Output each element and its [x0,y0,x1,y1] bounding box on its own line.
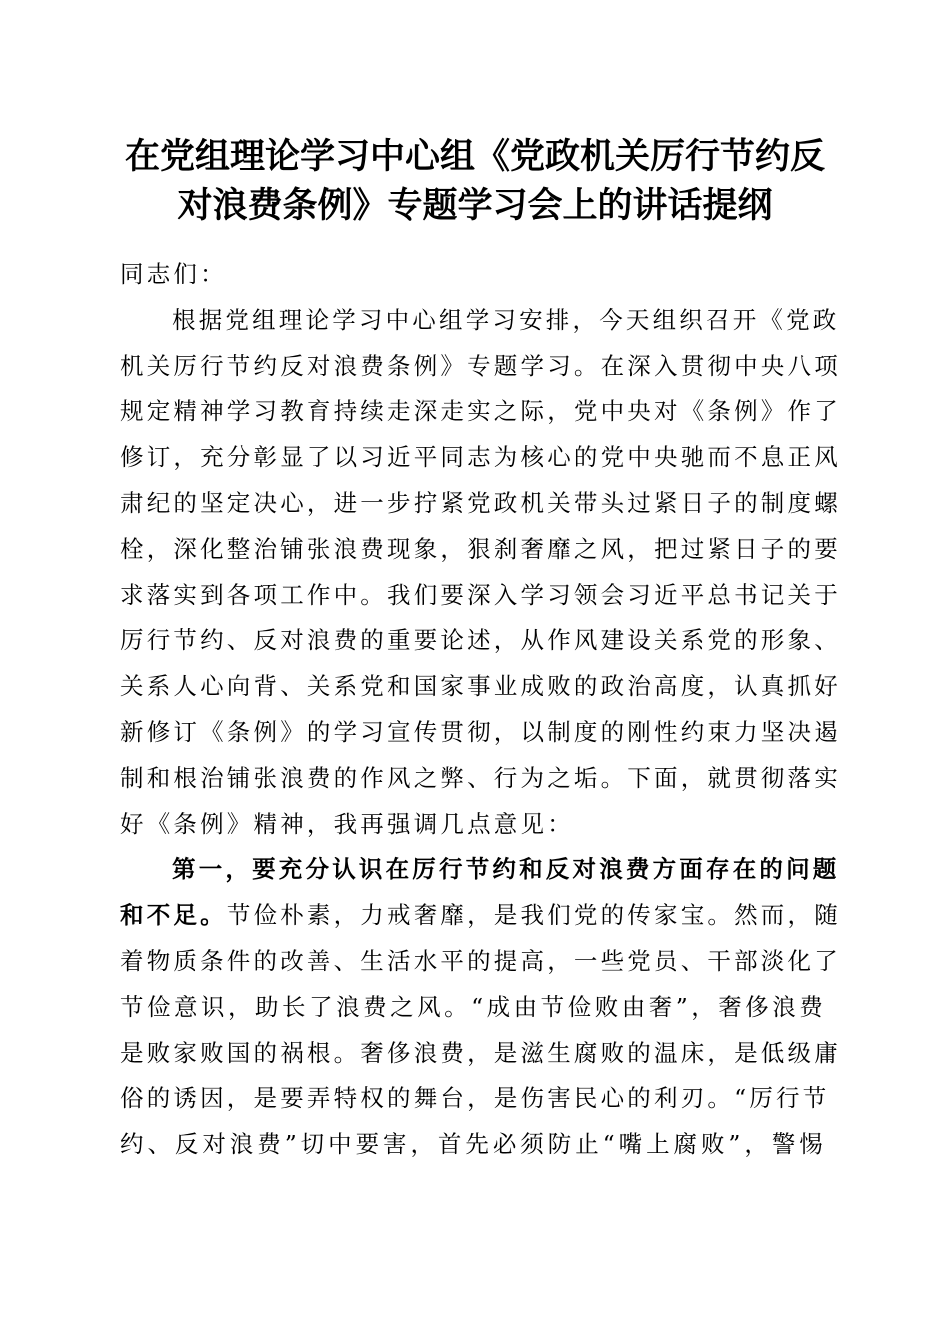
paragraph-line: 根据党组理论学习中心组学习安排，今天组织召开《党政 [172,305,840,334]
paragraph-line: 栓，深化整治铺张浪费现象，狠刹奢靡之风，把过紧日子的要 [120,534,841,563]
paragraph-line: 修订，充分彰显了以习近平同志为核心的党中央驰而不息正风 [120,443,841,472]
paragraph-line: 求落实到各项工作中。我们要深入学习领会习近平总书记关于 [120,580,841,609]
paragraph-line: 关系人心向背、关系党和国家事业成败的政治高度，认真抓好 [120,672,841,701]
paragraph-line: 是败家败国的祸根。奢侈浪费，是滋生腐败的温床，是低级庸 [120,1038,841,1067]
paragraph-line: 规定精神学习教育持续走深走实之际，党中央对《条例》作了 [120,397,841,426]
section-heading-end: 和不足。 [120,901,227,930]
paragraph-line: 制和根治铺张浪费的作风之弊、行为之垢。下面，就贯彻落实 [120,763,841,792]
title-line-2: 对浪费条例》专题学习会上的讲话提纲 [177,185,773,226]
paragraph-line: 新修订《条例》的学习宣传贯彻，以制度的刚性约束力坚决遏 [120,717,841,746]
paragraph-line: 节俭意识，助长了浪费之风。“成由节俭败由奢”，奢侈浪费 [120,992,826,1021]
paragraph-line: 约、反对浪费”切中要害，首先必须防止“嘴上腐败”，警惕 [120,1130,826,1159]
paragraph-line: 好《条例》精神，我再强调几点意见： [120,809,574,838]
paragraph-2 [120,847,841,1168]
document-body [120,252,841,1168]
title-line-1: 在党组理论学习中心组《党政机关厉行节约反 [124,136,825,177]
paragraph-line: 着物质条件的改善、生活水平的提高，一些党员、干部淡化了 [120,946,841,975]
salutation: 同志们： [120,260,227,288]
paragraph-1 [120,298,841,848]
paragraph-line: 机关厉行节约反对浪费条例》专题学习。在深入贯彻中央八项 [120,351,841,380]
paragraph-text: 节俭朴素，力戒奢靡，是我们党的传家宝。然而，随 [226,901,841,930]
paragraph-line [120,893,841,939]
paragraph-line: 肃纪的坚定决心，进一步拧紧党政机关带头过紧日子的制度螺 [120,488,841,517]
section-heading-line: 第一，要充分认识在厉行节约和反对浪费方面存在的问题 [172,855,840,884]
document-title [100,132,850,230]
paragraph-line: 俗的诱因，是要弄特权的舞台，是伤害民心的利刃。“厉行节 [120,1084,830,1113]
paragraph-line: 厉行节约、反对浪费的重要论述，从作风建设关系党的形象、 [120,626,841,655]
